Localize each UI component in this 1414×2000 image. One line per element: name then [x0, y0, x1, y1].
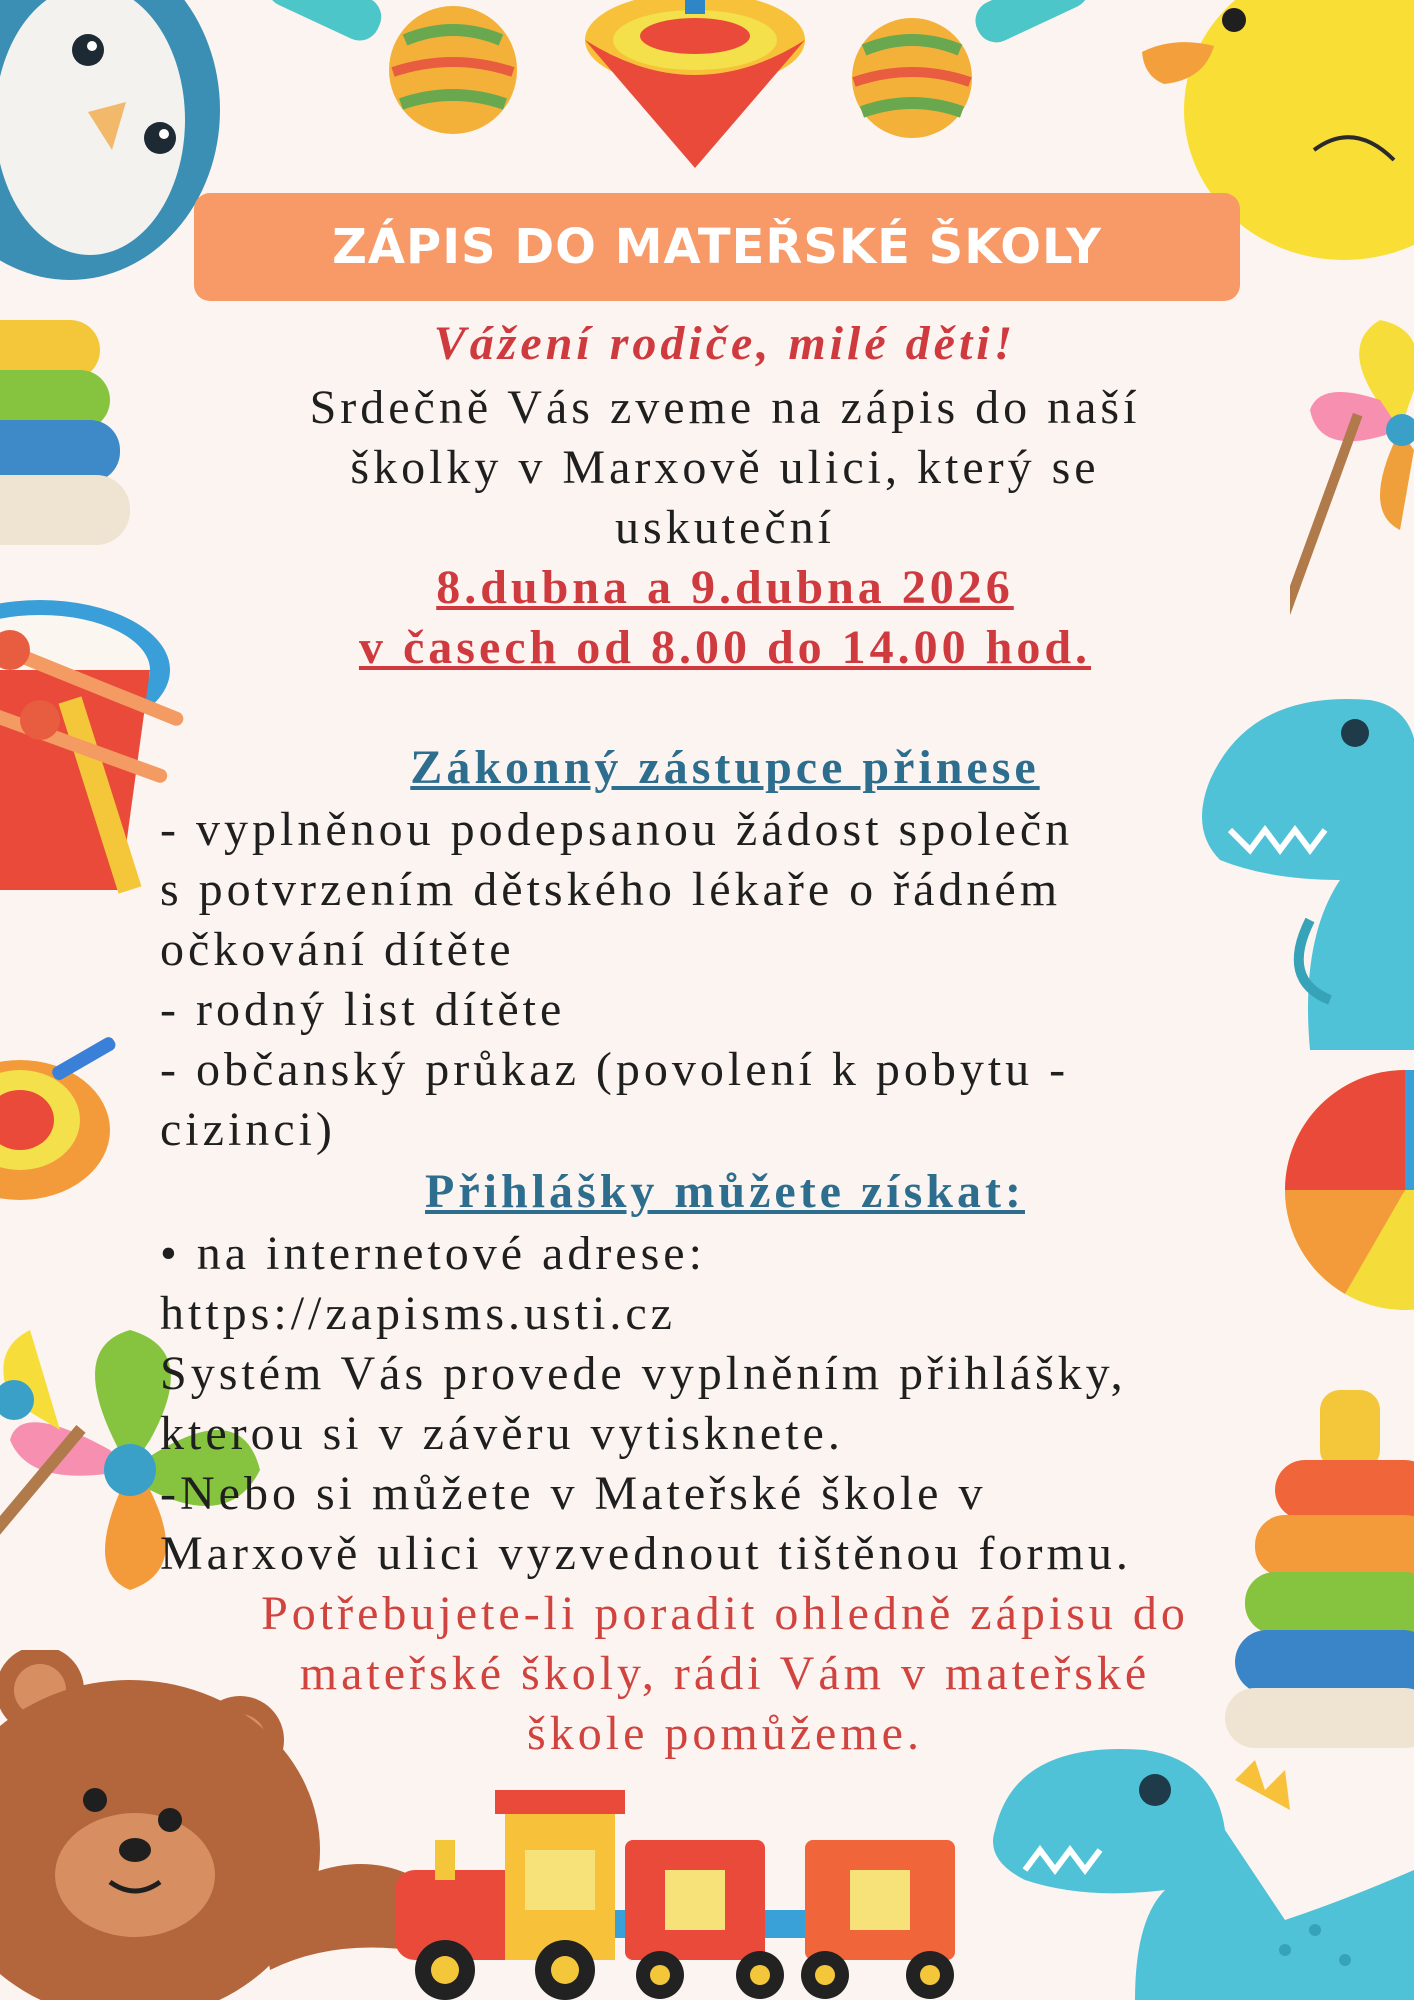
event-times: v časech od 8.00 do 14.00 hod.: [358, 621, 1092, 674]
intro-text: [150, 378, 1300, 558]
list-item: kterou si v závěru vytisknete.: [160, 1407, 844, 1460]
help-line: mateřské školy, rádi Vám v mateřské: [299, 1647, 1151, 1700]
list-item: očkování dítěte: [160, 923, 515, 976]
intro-line: Srdečně Vás zveme na zápis do naší: [309, 381, 1141, 434]
stacking-rings-icon: [0, 310, 150, 570]
help-text: [150, 1584, 1300, 1764]
maracas-icon: [255, 0, 525, 140]
list-item: - občanský průkaz (povolení k pobytu -: [160, 1043, 1070, 1096]
applications-list: [160, 1224, 1340, 1584]
pinwheel-icon: [1290, 310, 1414, 690]
spinning-top-icon: [570, 0, 820, 175]
list-item: -Nebo si můžete v Mateřské škole v: [160, 1467, 987, 1520]
list-item: Systém Vás provede vyplněním přihlášky,: [160, 1347, 1127, 1400]
applications-heading: Přihlášky můžete získat:: [425, 1165, 1025, 1218]
list-item: Marxově ulici vyzvednout tištěnou formu.: [160, 1527, 1132, 1580]
spinning-top-icon: [0, 1030, 130, 1250]
documents-list: [160, 800, 1340, 1160]
help-line: škole pomůžeme.: [527, 1707, 923, 1760]
toy-train-icon: [395, 1790, 975, 2000]
title-banner: [194, 193, 1240, 301]
help-line: Potřebujete-li poradit ohledně zápisu do: [261, 1587, 1189, 1640]
maracas-icon: [850, 0, 1090, 145]
page-title: ZÁPIS DO MATEŘSKÉ ŠKOLY: [332, 219, 1102, 275]
list-item: - rodný list dítěte: [160, 983, 566, 1036]
list-item: cizinci): [160, 1103, 336, 1156]
documents-heading: Zákonný zástupce přinese: [410, 741, 1040, 794]
intro-line: uskuteční: [615, 501, 835, 554]
penguin-icon: [0, 0, 220, 300]
list-item: • na internetové adrese:: [160, 1227, 706, 1280]
intro-line: školky v Marxově ulici, který se: [350, 441, 1100, 494]
website-url[interactable]: https://zapisms.usti.cz: [160, 1287, 676, 1340]
greeting: Vážení rodiče, milé děti!: [433, 317, 1017, 370]
list-item: s potvrzením dětského lékaře o řádném: [160, 863, 1062, 916]
event-dates: 8.dubna a 9.dubna 2026: [436, 561, 1014, 614]
list-item: - vyplněnou podepsanou žádost společn: [160, 803, 1074, 856]
